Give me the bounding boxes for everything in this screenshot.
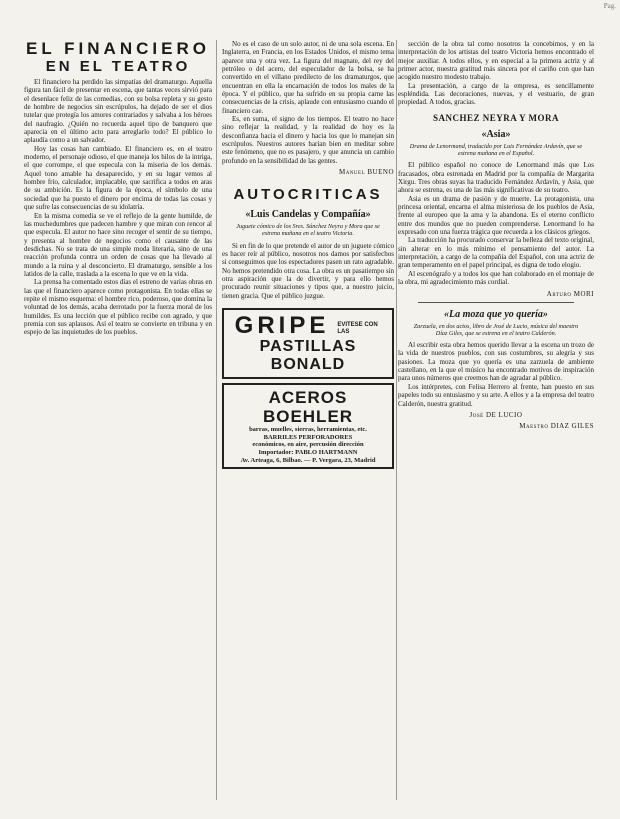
play-caption: Drama de Lenormand, traducido por Luis Fernández Ardavín, que se estrena mañana en el Español. — [409, 142, 583, 158]
article-title-line2: EN EL TEATRO — [45, 58, 191, 75]
article-paragraph: La presentación, a cargo de la empresa, es sencillamente espléndida. Las decoraciones, nuevas, y el vestuario, de gran propiedad. A todos, gracias. — [398, 81, 594, 107]
article-title-line1: EL FINANCIERO — [26, 40, 210, 58]
article-paragraph: Al escribir esta obra hemos querido llevar a la escena un trozo de la vida de nuestros pueblos, con sus costumbres, su alegría y sus pasiones. La moza que yo quería es una zarzuela de ambiente castellano, en la que el músico ha encontrado motivos de inspiración para unos números que creemos han de agradar al público. — [398, 341, 594, 383]
article-paragraph: Los intérpretes, con Felisa Herrero al frente, han puesto en sus papeles todo su entusiasmo y su arte. A ellos y a la empresa del teatro Calderón, nuestra gratitud. — [398, 382, 594, 408]
article-paragraph: Si en fin de lo que pretende el autor de un juguete cómico es hacer reír al público, nosotros nos damos por satisfechos si conseguimos que los espectadores pasen un rato agradable. No hemos pretendido otra cosa. La obra es un pasatiempo sin otra aspiración que la de divertir, y para ello hemos procurado reunir situaciones y tipos que, a nuestro juicio, tienen gracia. Que el público juzgue. — [222, 241, 394, 300]
section-divider — [418, 302, 574, 303]
column-rule-right — [396, 40, 397, 800]
article-paragraph: sección de la obra tal como nosotros la concebimos, y en la interpretación de los artistas del teatro Victoria hemos encontrado el mejor auxiliar. A todos ellos, y en especial a la primera actriz y al primer actor, nuestra gratitud más sincera por el cariño con que han acogido nuestro modesto trabajo. — [398, 40, 594, 82]
advert-line: BARRILES PERFORADORES — [263, 433, 353, 441]
article-paragraph: La prensa ha comentado estos días el estreno de varias obras en las que el financiero aparece como protagonista. En todas ellas se repite el mismo esquema: el hombre rico, poderoso, que domina la voluntad de los demás, acaba derrotado por la fuerza moral de los humildes. Es una lección que el público recibe con agrado, y que premia con sus aplausos. Así el teatro se convierte en tribuna y en espejo de las inquietudes de los pueblos. — [24, 278, 212, 337]
article-paragraph: En la misma comedia se ve el reflejo de la gente humilde, de las muchedumbres que padecen hambre y que miran con rencor al que especula. El autor no hace sino recoger el sentir de su tiempo, y presenta al hombre de negocios como el causante de las desdichas. No se trata de una simple moda literaria, sino de una reacción profunda contra un orden de cosas que ha llevado al mundo a la ruina y al desconcierto. El dramaturgo, sensible a los latidos de la calle, traslada a la escena lo que ve en la vida. — [24, 211, 212, 278]
article-paragraph: Hoy las cosas han cambiado. El financiero es, en el teatro moderno, el personaje odioso, el que maneja los hilos de la intriga, el que corrompe, el que especula con la miseria de los demás. Aquel tono amable ha desaparecido, y en su lugar vemos al hombre frío, calculador, implacable, que sacrifica a todos en aras de su ambición. Es la figura de la época, el símbolo de una sociedad que ha puesto el dinero por encima de todas las cosas y que sufre las consecuencias de su idolatría. — [24, 144, 212, 212]
signature-jose-de-lucio: José DE LUCIO — [469, 410, 523, 419]
article-paragraph: Asia es un drama de pasión y de muerte. La protagonista, una princesa oriental, encarna el alma misteriosa de los pueblos de Asia, frente al europeo que la ama y la abandona. Es el eterno conflicto entre dos mundos que no pueden comprenderse. Lenormand lo ha expresado con una fuerza trágica que recuerda a los clásicos griegos. — [398, 194, 594, 237]
advert-aceros — [222, 383, 394, 469]
page-corner-mark: Pag. — [603, 2, 616, 10]
article-paragraph: El financiero ha perdido las simpatías del dramaturgo. Aquella figura tan fácil de presentar en escena, que tantas veces sirvió para el desenlace feliz de las comedias, con su bolsa repleta y su gesto de hombre de negocios sin escrúpulos, ha dejado de ser el dios tutelar que protegía los amores contrariados y salvaba a los héroes del naufragio. ¿Quién no recuerda aquel tipo de banquero que aparecía en el último acto para arreglarlo todo? El público lo aplaudía como a un salvador. — [24, 78, 212, 145]
play-caption: Zarzuela, en dos actos, libro de José de Lucio, música del maestro Díaz Giles, que se estrena en el teatro Calderón. — [413, 322, 579, 337]
article-paragraph: No es el caso de un solo autor, ni de una sola escena. En Inglaterra, en Francia, en los Estados Unidos, el mismo tema aparece una y otra vez. La figura del magnate, del rey del petróleo o del acero, del especulador de la bolsa, se ha convertido en el villano predilecto de los dramaturgos, que encuentran en ella la encarnación de todos los males de la época. Y el público, que ha sufrido en su propia carne las consecuencias de la crisis, aplaude con entusiasmo cuando el financiero cae. — [222, 40, 394, 115]
column-three — [398, 40, 594, 810]
play-caption: Juguete cómico de los Sres. Sánchez Neyra y Mora que se estrena mañana en el teatro Victoria. — [236, 223, 380, 238]
column-one — [24, 40, 212, 810]
advert-gripe-product: PASTILLAS BONALD — [259, 338, 357, 374]
advert-line: Importador: PABLO HARTMANN — [258, 448, 358, 456]
column-two — [222, 40, 394, 810]
play-title-asia: «Asia» — [481, 128, 511, 140]
advert-line: económicos, en aire, percusión dirección — [252, 441, 364, 449]
advert-gripe-headline: GRIPE — [234, 312, 330, 340]
advert-aceros-headline: ACEROS BOEHLER — [262, 388, 354, 427]
article-paragraph: La traducción ha procurado conservar la belleza del texto original, sin alterar en lo más mínimo el pensamiento del autor. La interpretación, a cargo de la compañía del Español, con una actriz de gran temperamento en el papel principal, es digna de todo elogio. — [398, 236, 594, 270]
advert-gripe — [222, 308, 394, 379]
play-title-luis-candelas: «Luis Candelas y Compañía» — [245, 209, 371, 221]
article-paragraph: El público español no conoce de Lenormand más que Los fracasados, obra estrenada en Madrid por la compañía de Margarita Xirgu. Tres obras suyas ha traducido Fernández Ardavín, y Asia, que ahora se estrena, es una de las más significativas de su teatro. — [398, 161, 594, 195]
article-paragraph: Al escenógrafo y a todos los que han colaborado en el montaje de la obra, mi agradecimiento más cordial. — [398, 269, 594, 287]
column-rule-left — [216, 40, 217, 800]
advert-line: Av. Arteaga, 6, Bilbao. — P. Vergara, 23, Madrid — [240, 456, 376, 464]
article-paragraph: Es, en suma, el signo de los tiempos. El teatro no hace sino reflejar la realidad, y la realidad de hoy es la desconfianza hacia el dinero y hacia los que lo manejan sin escrúpulos. Nuestros autores harían bien en meditar sobre este fenómeno, que no es pasajero, y que anuncia un cambio profundo en la sensibilidad de las gentes. — [222, 115, 394, 165]
section-heading-autocriticas: AUTOCRITICAS — [233, 186, 383, 204]
signature-diaz-giles: Maestro DIAZ GILES — [519, 421, 594, 430]
signature-sanchez-neyra-mora: SANCHEZ NEYRA Y MORA — [432, 112, 560, 123]
advert-gripe-note: EVITESE CON LAS — [337, 322, 378, 336]
advert-line: barras, muelles, sierras, herramientas, etc. — [249, 426, 367, 434]
play-title-la-moza: «La moza que yo quería» — [444, 308, 548, 320]
signature-arturo-mori: Arturo MORI — [546, 289, 594, 298]
article-signature: Manuel BUENO — [338, 168, 394, 177]
